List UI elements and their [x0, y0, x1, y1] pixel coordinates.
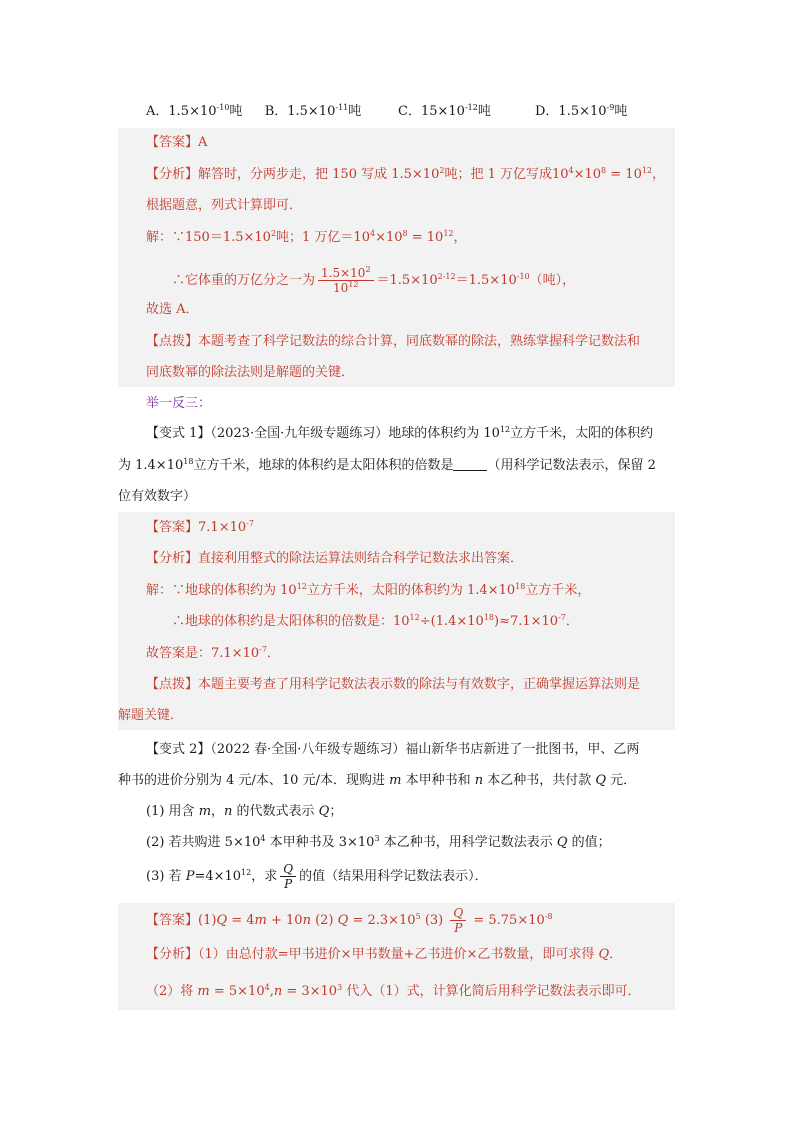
- tip-line-2: 同底数幂的除法法则是解题的关键．: [146, 365, 355, 380]
- option-b[interactable]: B．$1.5\times 10^{-11}$吨: [264, 103, 362, 119]
- v1-analysis-line: 【分析】直接利用整式的除法运算法则结合科学记数法求出答案．: [146, 551, 524, 566]
- option-c[interactable]: C．$15\times 10^{-12}$吨: [398, 103, 491, 119]
- analysis-line-1: 【分析】解答时，分两步走，把 150 写成 $1.5\times 10^2$吨；把 1 万亿写成$10^4\times 10^8 = 10^{12}$，: [146, 166, 666, 182]
- variant-2-line-1: 【变式 2】（2022 春·全国·八年级专题练习）福山新华书店新进了一批图书，甲、乙两: [146, 742, 640, 757]
- question-3: (3) 若 $P=4\times 10^{12}$，求 $\frac{Q}{P}$ 的值（结果用科学记数法表示）．: [146, 862, 488, 891]
- v1-answer-line: 【答案】$7.1\times 10^{-7}$: [146, 519, 254, 535]
- variant-2-line-2: 种书的进价分别为 4 元/本、10 元/本．现购进 m 本甲种书和 n 本乙种书，共付款 Q 元．: [118, 773, 637, 788]
- section-title: 举一反三：: [146, 396, 212, 411]
- solution-line-2: ∴它体重的万亿分之一为 $\frac{1.5\times 10^2}{10^{12}}$ $=1.5\times 10^{2-12}=1.5\times 10^{-10}$（吨），: [172, 265, 576, 295]
- answer-blank[interactable]: [453, 458, 487, 471]
- question-2: (2) 若共购进 $5\times 10^4$ 本甲种书及 $3\times 10^3$ 本乙种书，用科学记数法表示 Q 的值；: [146, 834, 611, 850]
- v1-final-line: 故答案是：$7.1\times 10^{-7}$．: [146, 645, 280, 661]
- v1-tip-line-2: 解题关键．: [118, 708, 184, 723]
- variant-1-line-1: 【变式 1】（2023·全国·九年级专题练习）地球的体积约为 $10^{12}$立方千米，太阳的体积约: [146, 425, 654, 441]
- v2-answer-line: 【答案】(1)Q = 4m + 10n (2) $Q = 2.3\times 10^5$ (3) $\frac{Q}{P}$ = $5.75\times 10^{-8}$: [146, 906, 553, 935]
- tip-line-1: 【点拨】本题考查了科学记数法的综合计算，同底数幂的除法，熟练掌握科学记数法和: [146, 334, 641, 349]
- fraction: $\frac{Q}{P}$: [450, 906, 466, 935]
- question-1: (1) 用含 m，n 的代数式表示 Q；: [146, 804, 343, 819]
- v2-analysis-line-2: （2）将 $m = 5\times 10^4,n = 3\times 10^3$ 代入（1）式，计算化简后用科学记数法表示即可．: [146, 983, 641, 999]
- v2-analysis-line-1: 【分析】（1）由总付款=甲书进价×甲书数量+乙书进价×乙书数量，即可求得 Q．: [146, 947, 623, 962]
- fraction: $\frac{Q}{P}$: [280, 862, 296, 891]
- analysis-line-2: 根据题意，列式计算即可．: [146, 198, 303, 213]
- fraction: $\frac{1.5\times 10^2}{10^{12}}$: [318, 266, 374, 295]
- variant-1-line-3: 位有效数字）: [118, 489, 197, 504]
- option-a[interactable]: A．$1.5\times 10^{-10}$吨: [146, 103, 243, 119]
- variant-1-line-2: 为 $1.4\times 10^{18}$立方千米，地球的体积约是太阳体积的倍数是 （用科学记数法表示，保留 2: [118, 457, 656, 473]
- options-row: [146, 102, 361, 122]
- choose-line: 故选 A．: [146, 302, 199, 317]
- option-d[interactable]: D．$1.5\times 10^{-9}$吨: [535, 103, 628, 119]
- v1-solution-line-2: ∴地球的体积约是太阳体积的倍数是：$10^{12}\div(1.4\times 10^{18})\approx 7.1\times 10^{-7}$．: [172, 613, 579, 629]
- answer-line: 【答案】A: [146, 135, 208, 150]
- solution-line-1: 解：$\because 150=1.5\times 10^2$吨；1 万亿$=10^4\times 10^8 = 10^{12}$，: [146, 229, 467, 245]
- v1-solution-line-1: 解：∵地球的体积约为 $10^{12}$立方千米，太阳的体积约为 $1.4\times 10^{18}$立方千米，: [146, 582, 591, 598]
- v1-tip-line-1: 【点拨】本题主要考查了用科学记数法表示数的除法与有效数字，正确掌握运算法则是: [146, 677, 641, 692]
